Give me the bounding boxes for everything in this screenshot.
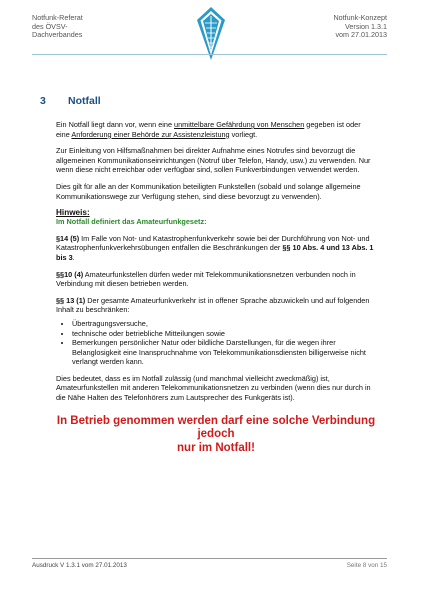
emergency-notice-line-2: jedoch <box>197 428 235 441</box>
header-left-line-2: des ÖVSV- <box>32 21 68 31</box>
paragraph-scope: Dies gilt für alle an der Kommunikation beteiligten Funkstellen (sobald und solange allgemeine Kommunikationswege zur Verfügung stehen, sind diese bevorzugt zu verwenden). <box>56 181 361 201</box>
underlined-text: Anforderung einer Behörde zur Assistenzleistung <box>71 129 230 139</box>
paragraph-section-10 <box>56 270 376 289</box>
section-number: 3 <box>40 95 46 107</box>
law-reference: §§ 10 Abs. 4 und 13 Abs. 1 bis 3 <box>56 243 374 262</box>
text-run: Im Falle von Not- und Katastrophenfunkverkehr sowie bei der Durchführung von Not- und Katastrophenfunkverkehrsübungen entfallen die Beschränkungen der <box>56 233 370 253</box>
header-left-line-3: Dachverbandes <box>32 30 83 40</box>
law-reference: §§10 (4) <box>56 269 84 279</box>
list-item: • Übertragungsversuche, <box>72 319 376 329</box>
hinweis-subheading: Im Notfall definiert das Amateurfunkgesetz: <box>56 217 207 227</box>
paragraph-section-14 <box>56 234 376 263</box>
emergency-notice-line-3: nur im Notfall! <box>177 441 255 454</box>
section-heading <box>40 95 101 107</box>
underlined-text: unmittelbare Gefährdung von Menschen <box>174 120 305 129</box>
list-item: • Bemerkungen persönlicher Natur oder bildliche Darstellungen, für die wegen ihrer Belanglosigkeit eine Inanspruchnahme von Telekommunikationsdiensten billigerweise nicht verlangt werden kann. <box>72 338 376 367</box>
content-list <box>56 319 376 367</box>
emergency-notice <box>41 415 391 456</box>
hinweis-heading: Hinweis: <box>56 208 90 218</box>
header-right-line-1: Notfunk-Konzept <box>333 13 387 22</box>
header-right <box>333 14 387 40</box>
law-reference: §§ 13 (1) <box>56 295 86 305</box>
law-reference: §14 (5) <box>56 233 80 243</box>
section-title: Notfall <box>68 95 101 107</box>
footer-divider <box>32 558 387 559</box>
text-run: Ein Notfall liegt dann vor, wenn eine <box>56 120 175 129</box>
footer-print-info: Ausdruck V 1.3.1 vom 27.01.2013 <box>32 562 127 569</box>
document-body <box>56 120 376 455</box>
paragraph-section-13 <box>56 296 376 315</box>
header-left-line-1: Notfunk-Referat <box>32 13 83 22</box>
text-run: Amateurfunkstellen dürfen weder mit Telekommunikationsnetzen verbunden noch in Verbindung mit diesen betrieben werden. <box>56 269 356 289</box>
text-run: . <box>72 252 75 262</box>
header-right-line-2: Version 1.3.1 <box>345 21 387 31</box>
text-run: gegeben ist oder eine <box>56 120 361 139</box>
header-right-line-3: vom 27.01.2013 <box>335 30 387 40</box>
paragraph-conclusion: Dies bedeutet, dass es im Notfall zulässig (und manchmal vielleicht zweckmäßig) ist, Amateurfunkstellen mit anderen Telekommunikationsnetzen zu verbinden (wenn dies nur durch in die Nähe Halten des Telefonhörers zum Lautsprecher des Funkgeräts ist). <box>56 373 371 403</box>
emergency-notice-line-1: In Betrieb genommen werden darf eine solche Verbindung <box>56 414 376 427</box>
paragraph-procedure: Zur Einleitung von Hilfsmaßnahmen bei direkter Aufnahme eines Notrufes sind bevorzugt die allgemeinen Kommunikationseinrichtungen (Notruf über Telefon, Handy, usw.) zu verwenden. Nur wenn diese nicht erreichbar oder verfügbar sind, sollen Funkverbindungen verwendet werden. <box>56 146 371 175</box>
header-left <box>32 14 83 40</box>
header-divider <box>32 54 387 55</box>
footer-page-number: Seite 8 von 15 <box>346 562 387 569</box>
text-run: Der gesamte Amateurfunkverkehr ist in offener Sprache abzuwickeln und auf folgenden Inhalt zu beschränken: <box>56 295 370 315</box>
text-run: vorliegt. <box>229 129 258 139</box>
list-item: • technische oder betriebliche Mitteilungen sowie <box>72 329 376 339</box>
paragraph-definition <box>56 120 376 139</box>
